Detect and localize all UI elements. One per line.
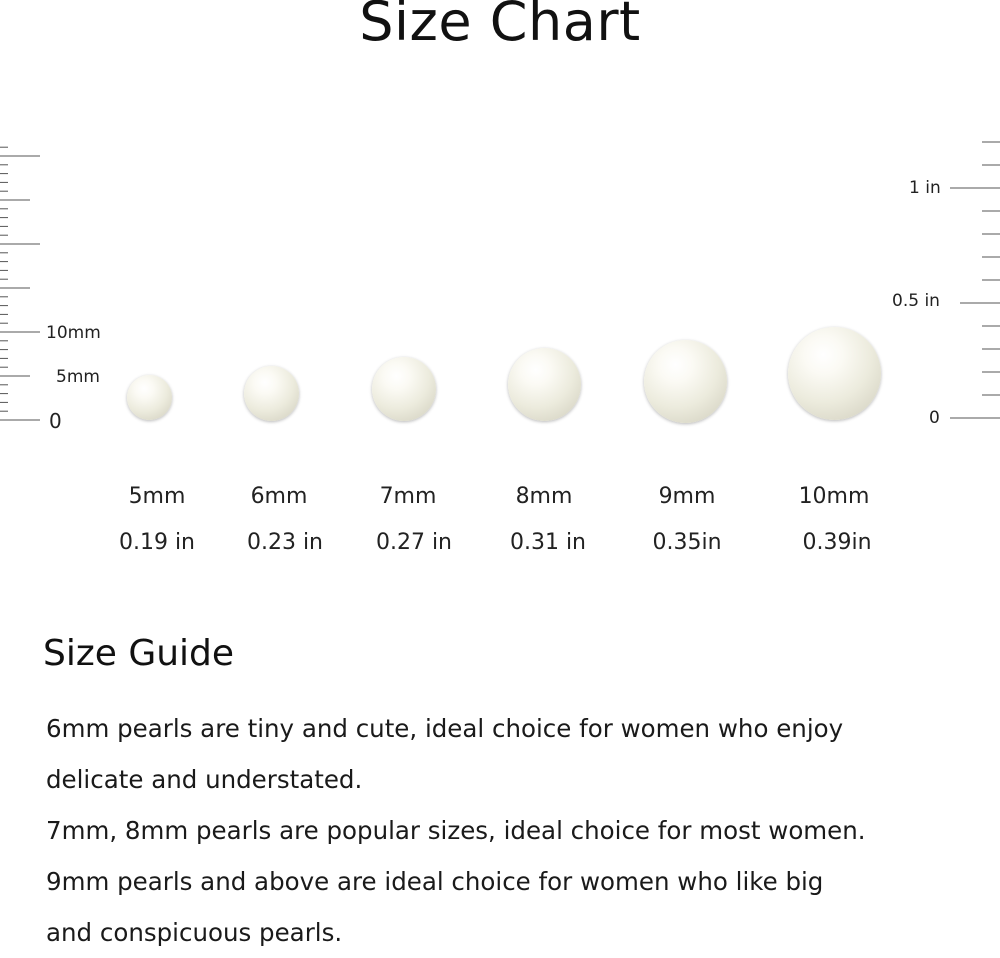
ruler-label-5mm: 5mm [56, 367, 100, 387]
size-label-in: 0.31 in [509, 530, 587, 555]
pearl-7mm [372, 357, 436, 421]
ruler-label-half-in: 0.5 in [892, 291, 940, 311]
ruler-label-0mm: 0 [49, 409, 62, 433]
page-title: Size Chart [359, 0, 641, 53]
ruler-label-1in: 1 in [909, 178, 941, 198]
size-label-mm: 8mm [515, 484, 573, 509]
ruler-label-10mm: 10mm [46, 323, 101, 343]
size-label-in: 0.23 in [246, 530, 324, 555]
pearl-6mm [244, 366, 299, 421]
size-label-mm: 6mm [250, 484, 308, 509]
size-guide-text [46, 703, 986, 958]
size-label-in: 0.19 in [118, 530, 196, 555]
pearl-9mm [644, 340, 727, 423]
pearl-8mm [508, 348, 581, 421]
size-label-in: 0.35in [652, 530, 722, 555]
guide-line: 7mm, 8mm pearls are popular sizes, ideal choice for most women. [46, 816, 866, 845]
size-label-in: 0.27 in [375, 530, 453, 555]
guide-line: delicate and understated. [46, 765, 363, 794]
size-label-mm: 7mm [379, 484, 437, 509]
size-label-mm: 9mm [658, 484, 716, 509]
guide-line: 6mm pearls are tiny and cute, ideal choice for women who enjoy [46, 714, 844, 743]
size-label-mm: 10mm [798, 484, 870, 509]
guide-line: and conspicuous pearls. [46, 918, 343, 947]
size-label-in: 0.39in [802, 530, 872, 555]
pearl-10mm [788, 327, 881, 420]
ruler-label-0in: 0 [929, 408, 940, 428]
pearl-5mm [127, 375, 172, 420]
size-label-mm: 5mm [128, 484, 186, 509]
size-guide-heading: Size Guide [43, 633, 235, 674]
guide-line: 9mm pearls and above are ideal choice for women who like big [46, 867, 824, 896]
